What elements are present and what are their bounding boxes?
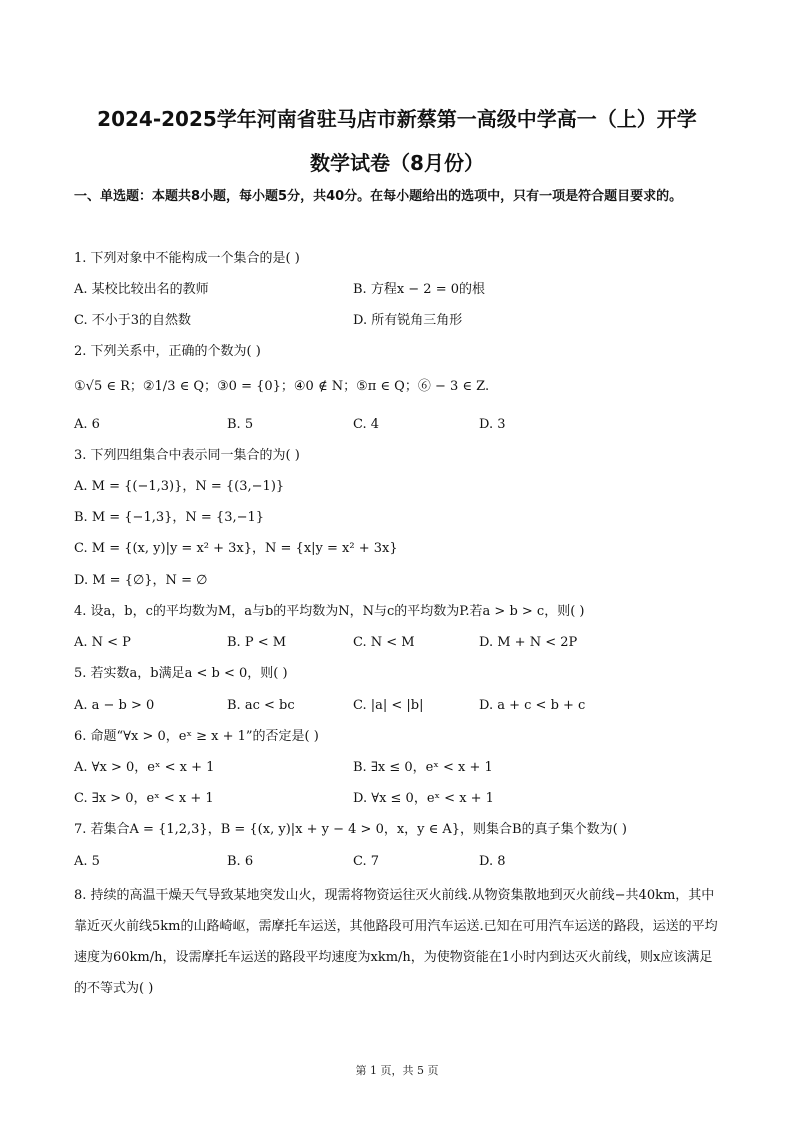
question-4-option-a: A. N < P — [74, 635, 131, 650]
question-3-option-d: D. M = {∅}，N = ∅ — [74, 573, 208, 588]
question-3-stem: 3. 下列四组集合中表示同一集合的为( ) — [74, 448, 300, 463]
question-2-stem: 2. 下列关系中，正确的个数为( ) — [74, 344, 261, 359]
question-2-option-b: B. 5 — [227, 417, 254, 432]
question-5-option-d: D. a + c < b + c — [479, 698, 586, 713]
question-1-option-b: B. 方程x − 2 = 0的根 — [353, 282, 486, 297]
question-7-option-a: A. 5 — [74, 854, 100, 869]
question-5-stem: 5. 若实数a，b满足a < b < 0，则( ) — [74, 666, 288, 681]
question-5-option-c: C. |a| < |b| — [353, 698, 424, 713]
question-7-stem: 7. 若集合A = {1,2,3}，B = {(x, y)|x + y − 4 > 0，x，y ∈ A}，则集合B的真子集个数为( ) — [74, 822, 627, 837]
question-1-option-a: A. 某校比较出名的教师 — [74, 282, 209, 297]
question-4-option-b: B. P < M — [227, 635, 287, 650]
question-3-option-c: C. M = {(x, y)|y = x² + 3x}，N = {x|y = x² + 3x} — [74, 541, 398, 556]
question-5-option-b: B. ac < bc — [227, 698, 295, 713]
question-7-option-c: C. 7 — [353, 854, 380, 869]
question-6-option-c: C. ∃x > 0，eˣ < x + 1 — [74, 791, 214, 806]
question-7-option-d: D. 8 — [479, 854, 506, 869]
page-footer: 第 1 页，共 5 页 — [355, 1064, 439, 1077]
question-6-option-a: A. ∀x > 0，eˣ < x + 1 — [74, 760, 215, 775]
question-7-option-b: B. 6 — [227, 854, 254, 869]
question-4-option-c: C. N < M — [353, 635, 415, 650]
question-3-option-a: A. M = {(−1,3)}，N = {(3,−1)} — [74, 479, 285, 494]
question-2-statements: ①√5 ∈ R；②1/3 ∈ Q；③0 = {0}；④0 ∉ N；⑤π ∈ Q；⑥ − 3 ∈ Z. — [74, 379, 490, 394]
question-6-stem: 6. 命题“∀x > 0，eˣ ≥ x + 1”的否定是( ) — [74, 729, 319, 744]
question-5-option-a: A. a − b > 0 — [74, 698, 155, 713]
question-1-stem: 1. 下列对象中不能构成一个集合的是( ) — [74, 251, 300, 266]
exam-title-line2: 数学试卷（8月份） — [310, 151, 484, 175]
question-8-stem: 8. 持续的高温干燥天气导致某地突发山火，现需将物资运往灭火前线.从物资集散地到灭火前线−共40km，其中靠近灭火前线5km的山路崎岖，需摩托车运送，其他路段可用汽车运送.已知在可用汽车运送的路段，运送的平均速度为60km/h，设需摩托车运送的路段平均速度为xkm/h，为使物资能在1小时内到达灭火前线，则x应该满足的不等式为( ) — [74, 888, 718, 996]
question-4-stem: 4. 设a，b，c的平均数为M，a与b的平均数为N，N与c的平均数为P.若a > b > c，则( ) — [74, 604, 585, 619]
question-3-option-b: B. M = {−1,3}，N = {3,−1} — [74, 510, 265, 525]
question-2-option-d: D. 3 — [479, 417, 506, 432]
question-6-option-b: B. ∃x ≤ 0，eˣ < x + 1 — [353, 760, 493, 775]
question-1-option-d: D. 所有锐角三角形 — [353, 313, 463, 328]
question-4-option-d: D. M + N < 2P — [479, 635, 578, 650]
question-6-option-d: D. ∀x ≤ 0，eˣ < x + 1 — [353, 791, 494, 806]
question-2-option-a: A. 6 — [74, 417, 100, 432]
exam-title-line1: 2024-2025学年河南省驻马店市新蔡第一高级中学高一（上）开学 — [97, 107, 697, 131]
question-1-option-c: C. 不小于3的自然数 — [74, 313, 192, 328]
section-heading: 一、单选题：本题共8小题，每小题5分，共40分。在每小题给出的选项中，只有一项是符合题目要求的。 — [74, 189, 683, 204]
question-2-option-c: C. 4 — [353, 417, 380, 432]
